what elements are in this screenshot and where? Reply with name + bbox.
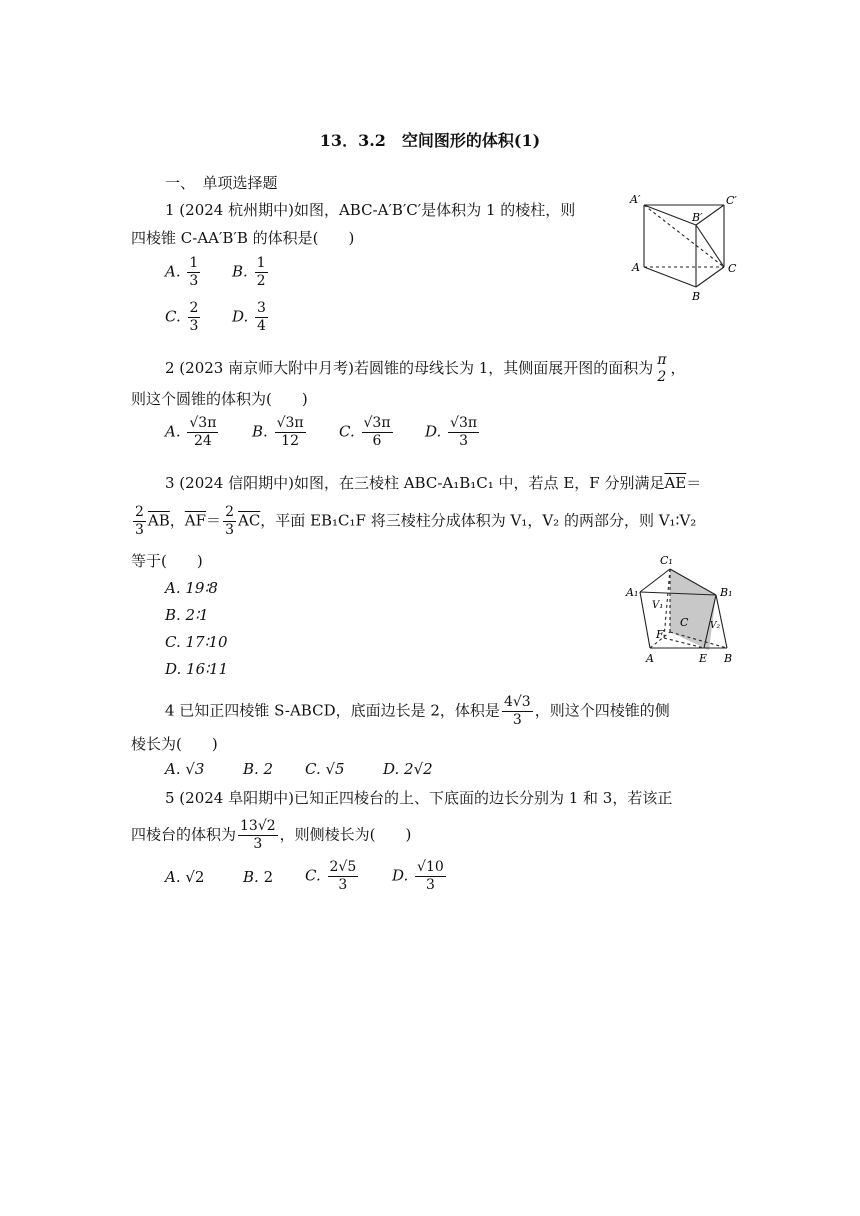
fraction: $\frac{√10}{3}$ <box>417 859 444 893</box>
q4-option-b[interactable]: B. 2 <box>243 760 274 778</box>
q3-option-a[interactable]: A. 19∶8 <box>165 579 218 597</box>
vector-ae: $\overline{AE}$ <box>664 474 687 492</box>
vector-ac: $\overline{AC}$ <box>237 511 261 530</box>
vector-af: $\overline{AF}$ <box>184 511 207 530</box>
q3-stem-line3: 等于( ) <box>131 552 203 570</box>
label-b-prime: B′ <box>692 211 703 224</box>
option-label: B. <box>252 422 268 441</box>
label-v1: V₁ <box>652 600 664 611</box>
option-label: A. <box>165 262 181 281</box>
q4-stem-line2: 棱长为( ) <box>131 735 218 753</box>
label-a: A <box>646 652 654 665</box>
fraction: $\frac{2}{3}$ <box>189 300 199 334</box>
q1-option-d[interactable] <box>232 300 270 335</box>
q4-option-a[interactable]: A. √3 <box>165 760 205 778</box>
fraction: $\frac{3}{4}$ <box>257 300 266 334</box>
fraction: $\frac{√3\pi}{6}$ <box>363 415 391 449</box>
q2-stem-line1: 2 (2023 南京师大附中月考)若圆锥的母线长为 1，其侧面展开图的面积为 π 2 ， <box>165 352 686 385</box>
label-c: C <box>680 616 689 629</box>
label-a1: A₁ <box>626 586 639 599</box>
q1-stem-line2: 四棱锥 C-AA′B′B 的体积是( ) <box>131 229 355 247</box>
label-a: A <box>632 261 640 274</box>
fraction: $\frac{√3\pi}{24}$ <box>189 415 217 449</box>
q4-option-d[interactable]: D. 2√2 <box>383 760 433 778</box>
q2-option-c[interactable] <box>339 415 395 450</box>
q3-stem-line2: $\frac{2}{3}$ $\overline{AB}$，$\overline{AF}=$ $\frac{2}{3}$ $\overline{AC}$，平面 EB₁C₁F 将三棱柱分成体积为 V₁，V₂ 的两部分，则 V₁∶V₂ <box>135 504 697 538</box>
fraction: $\frac{1}{2}$ <box>256 255 266 289</box>
q5-option-d[interactable] <box>392 859 448 894</box>
option-label: C. <box>339 422 355 441</box>
fraction: $\frac{2}{3}$ <box>225 504 234 538</box>
fraction: $\frac{√3\pi}{3}$ <box>450 415 478 449</box>
q2-stem-line2: 则这个圆锥的体积为( ) <box>131 390 308 408</box>
fraction: $\frac{2√5}{3}$ <box>329 859 357 893</box>
option-label: B. <box>232 262 248 281</box>
q5-option-a[interactable]: A. √2 <box>165 868 205 886</box>
option-label: D. <box>392 866 409 885</box>
label-c1: C₁ <box>660 554 673 567</box>
q1-option-b[interactable] <box>232 255 270 290</box>
q1-option-a[interactable] <box>165 255 202 290</box>
label-f: F <box>656 628 664 641</box>
q4-stem-line1: 4 已知正四棱锥 S-ABCD，底面边长是 2，体积是 $\frac{4√3}{3}$ ，则这个四棱锥的侧 <box>165 694 670 728</box>
pi-over-2: π 2 <box>657 352 667 385</box>
q5-option-b[interactable]: B. 2 <box>243 868 274 886</box>
label-b: B <box>692 290 701 303</box>
q3-option-d[interactable]: D. 16∶11 <box>165 660 229 678</box>
page-title: 13．3.2 空间图形的体积(1) <box>319 131 541 150</box>
q5-stem-line1: 5 (2024 阜阳期中)已知正四棱台的上、下底面的边长分别为 1 和 3，若该正 <box>165 789 673 807</box>
fraction: $\frac{√3\pi}{12}$ <box>276 415 304 449</box>
q1-option-c[interactable] <box>165 300 202 335</box>
q3-stem-line1: 3 (2024 信阳期中)如图，在三棱柱 ABC-A₁B₁C₁ 中，若点 E，F 分别满足$\overline{AE}=$ <box>165 474 702 492</box>
label-c: C <box>728 262 737 275</box>
q2-option-d[interactable] <box>425 415 481 450</box>
option-label: D. <box>425 422 442 441</box>
q2-option-a[interactable] <box>165 415 220 450</box>
fraction: $\frac{4√3}{3}$ <box>503 694 531 728</box>
label-c-prime: C′ <box>726 194 737 207</box>
option-label: C. <box>165 307 181 326</box>
fraction: $\frac{1}{3}$ <box>189 255 199 289</box>
q5-stem-line2: 四棱台的体积为 $\frac{13√2}{3}$ ，则侧棱长为( ) <box>131 818 412 852</box>
vector-ab: $\overline{AB}$ <box>147 511 170 530</box>
option-label: D. <box>232 307 249 326</box>
q3-option-c[interactable]: C. 17∶10 <box>165 633 228 651</box>
label-v2: V₂ <box>710 621 721 631</box>
fraction: $\frac{13√2}{3}$ <box>240 818 276 852</box>
label-b1: B₁ <box>720 586 733 599</box>
q1-stem-line1: 1 (2024 杭州期中)如图，ABC-A′B′C′是体积为 1 的棱柱，则 <box>165 201 576 219</box>
q3-prism-figure <box>624 550 744 666</box>
label-b: B <box>724 652 733 665</box>
q5-option-c[interactable] <box>305 859 360 894</box>
option-label: C. <box>305 866 321 885</box>
q1-prism-figure <box>626 192 746 304</box>
fraction: $\frac{2}{3}$ <box>135 504 144 538</box>
section-heading: 一、 单项选择题 <box>165 174 278 192</box>
q4-option-c[interactable]: C. √5 <box>305 760 345 778</box>
option-label: A. <box>165 422 181 441</box>
q2-option-b[interactable] <box>252 415 308 450</box>
q3-option-b[interactable]: B. 2∶1 <box>165 606 209 624</box>
label-a-prime: A′ <box>630 193 641 206</box>
label-e: E <box>699 652 708 665</box>
